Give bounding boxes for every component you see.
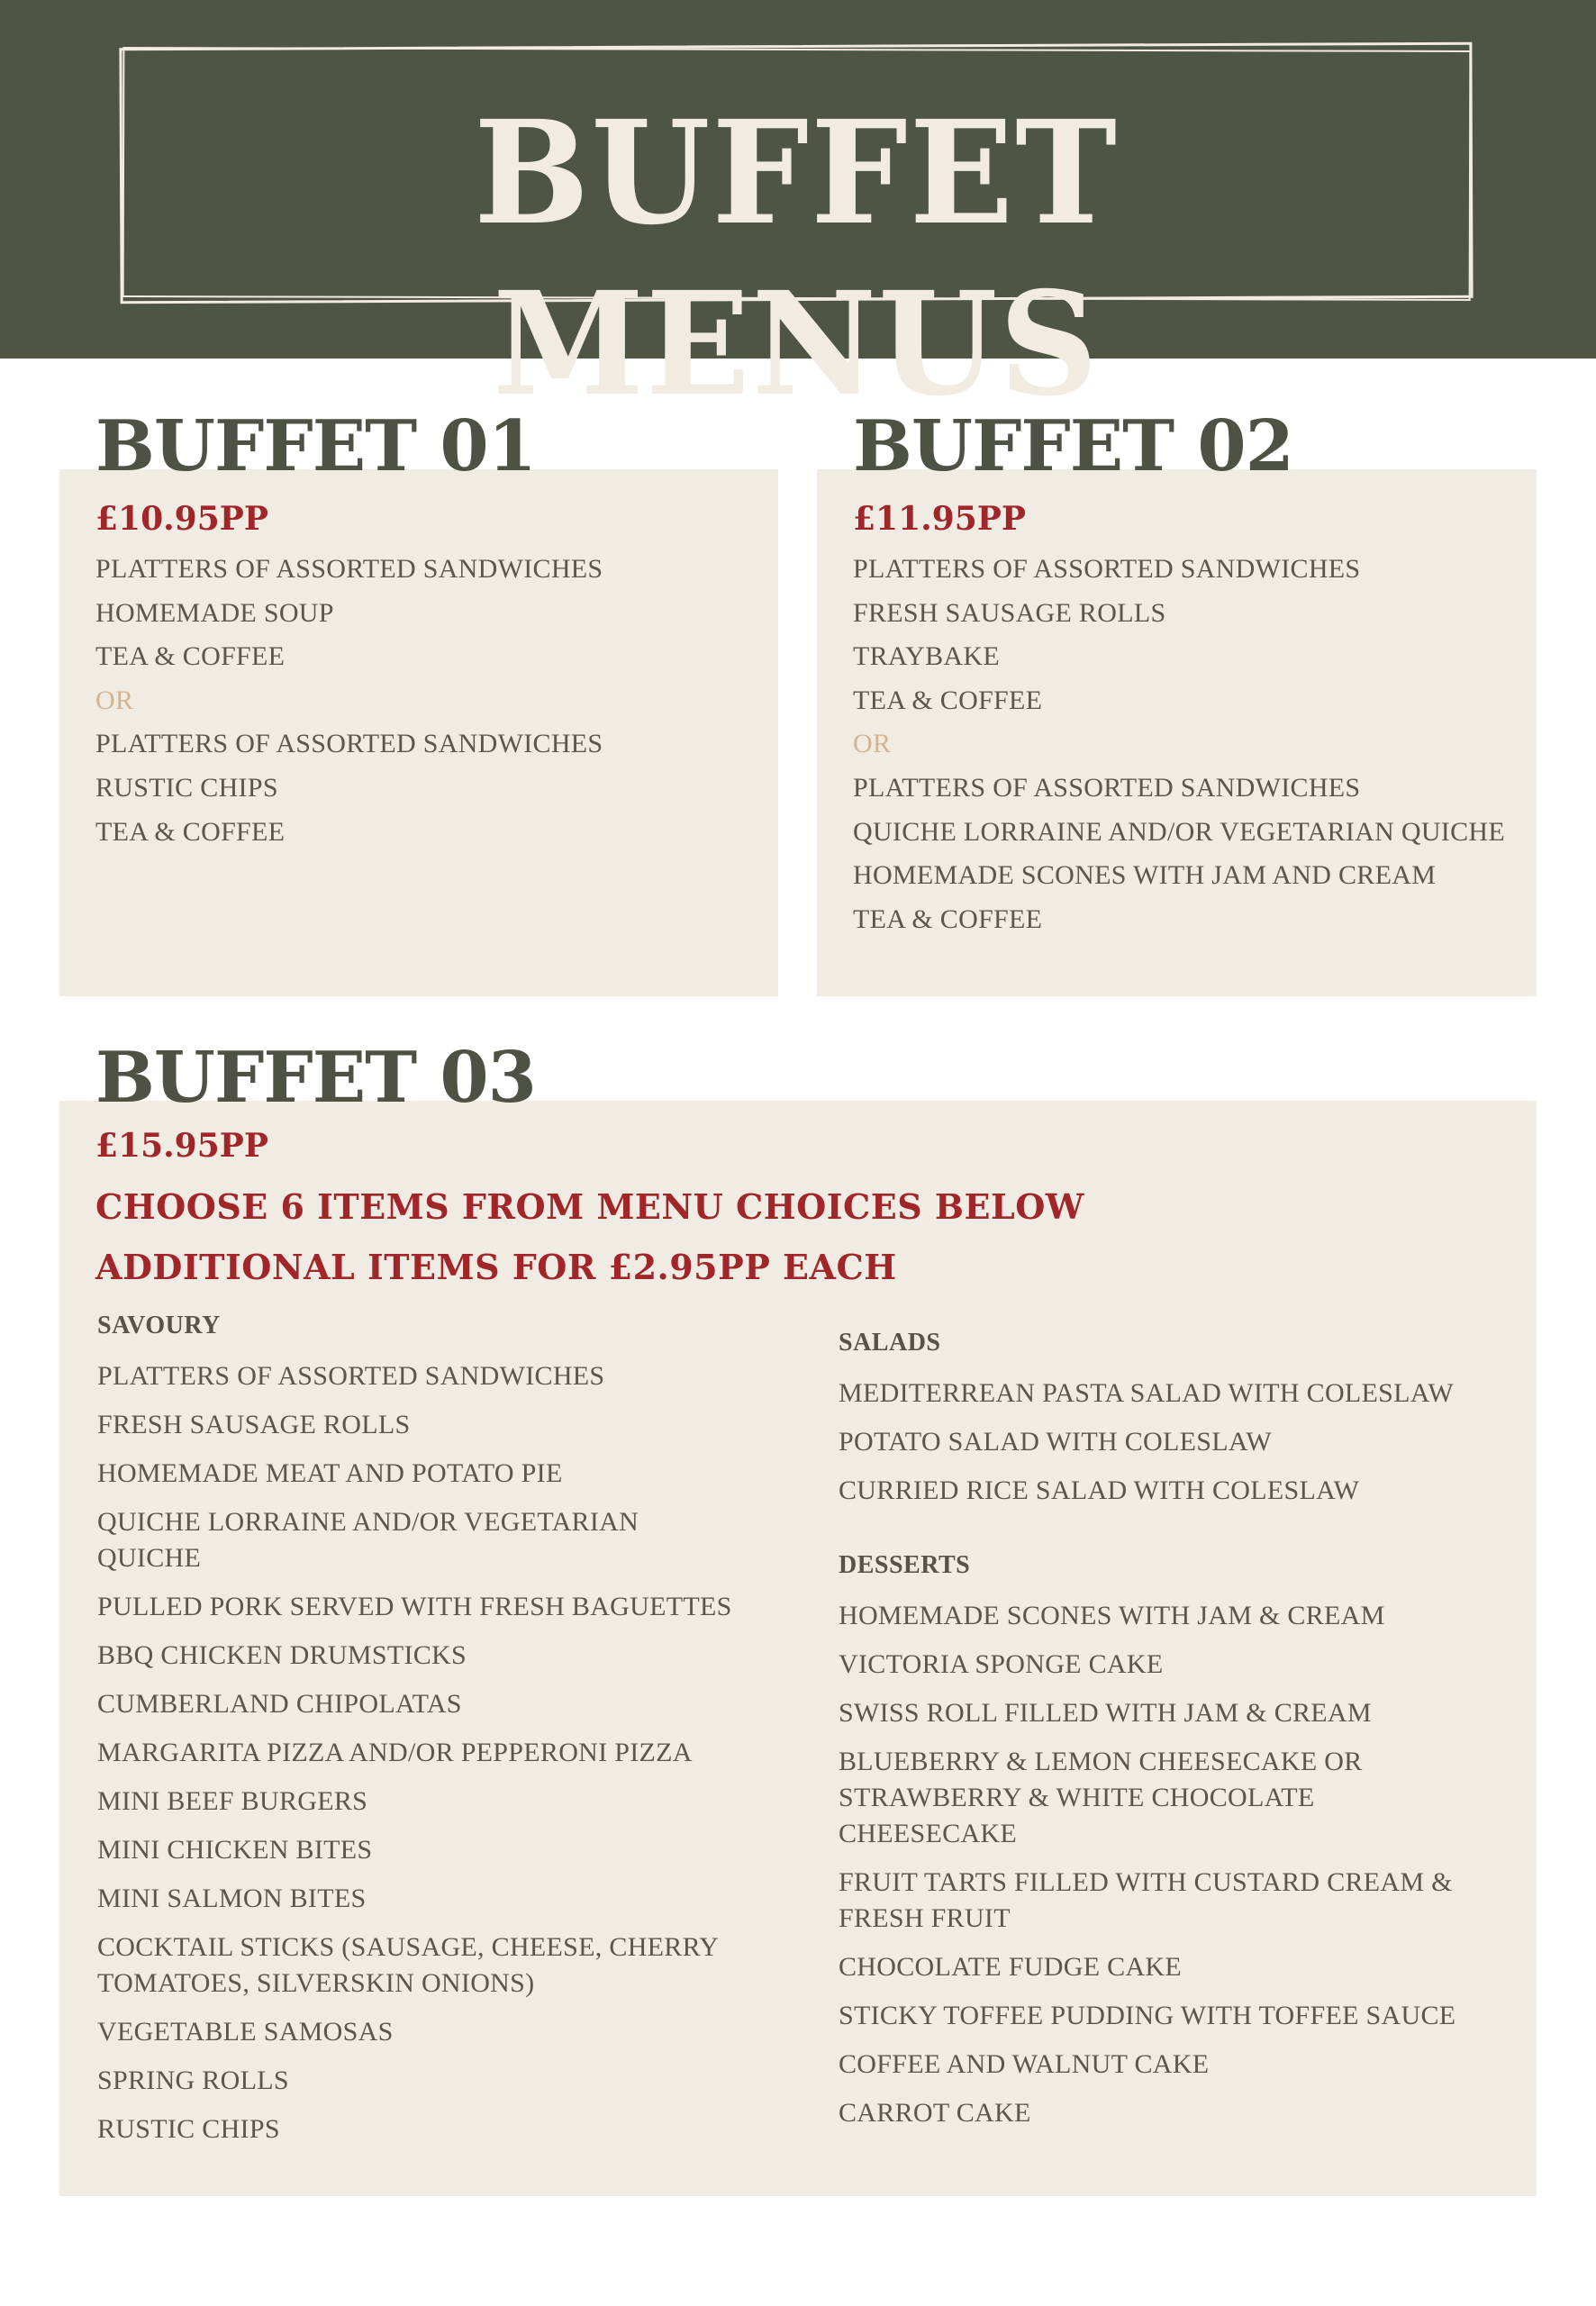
menu-item: CUMBERLAND CHIPOLATAS: [97, 1689, 462, 1719]
menu-item: PLATTERS OF ASSORTED SANDWICHES: [853, 772, 1361, 803]
menu-item: VICTORIA SPONGE CAKE: [839, 1649, 1164, 1679]
menu-item: BBQ CHICKEN DRUMSTICKS: [97, 1640, 467, 1670]
buffet-03-price: £15.95PP: [95, 1127, 268, 1165]
menu-item: FRESH SAUSAGE ROLLS: [97, 1410, 411, 1439]
menu-item: RUSTIC CHIPS: [95, 772, 278, 803]
menu-item: PLATTERS OF ASSORTED SANDWICHES: [853, 554, 1361, 584]
or-separator: OR: [853, 729, 892, 759]
menu-item: HOMEMADE MEAT AND POTATO PIE: [97, 1458, 563, 1488]
buffet-01-items: [95, 548, 762, 854]
menu-item: POTATO SALAD WITH COLESLAW: [839, 1427, 1273, 1457]
menu-item: PULLED PORK SERVED WITH FRESH BAGUETTES: [97, 1592, 732, 1621]
menu-item: PLATTERS OF ASSORTED SANDWICHES: [95, 729, 603, 759]
savoury-items: [97, 1358, 746, 2160]
savoury-heading: SAVOURY: [97, 1312, 221, 1339]
buffet-02-title: BUFFET 02: [853, 405, 1293, 487]
header-banner: [0, 0, 1596, 428]
desserts-heading: DESSERTS: [839, 1551, 971, 1579]
menu-item: MINI SALMON BITES: [97, 1884, 367, 1913]
menu-item: TEA & COFFEE: [95, 816, 286, 847]
buffet-01-price: £10.95PP: [95, 500, 268, 538]
menu-item: SPRING ROLLS: [97, 2065, 289, 2095]
desserts-items: [839, 1598, 1487, 2144]
menu-item: VEGETABLE SAMOSAS: [97, 2017, 394, 2047]
additional-items-note: ADDITIONAL ITEMS FOR £2.95PP EACH: [95, 1247, 897, 1287]
menu-item: COCKTAIL STICKS (SAUSAGE, CHEESE, CHERRY TOMATOES, SILVERSKIN ONIONS): [97, 1932, 719, 1998]
buffet-02-items: [853, 548, 1519, 941]
menu-item: MARGARITA PIZZA AND/OR PEPPERONI PIZZA: [97, 1738, 693, 1767]
menu-item: CHOCOLATE FUDGE CAKE: [839, 1952, 1182, 1982]
buffet-03-title: BUFFET 03: [95, 1037, 536, 1119]
menu-item: FRUIT TARTS FILLED WITH CUSTARD CREAM & FRESH FRUIT: [839, 1867, 1453, 1933]
menu-item: FRESH SAUSAGE ROLLS: [853, 597, 1166, 628]
menu-item: BLUEBERRY & LEMON CHEESECAKE OR STRAWBERRY & WHITE CHOCOLATE CHEESECAKE: [839, 1747, 1363, 1848]
menu-item: QUICHE LORRAINE AND/OR VEGETARIAN QUICHE: [853, 816, 1506, 847]
menu-item: TEA & COFFEE: [95, 641, 286, 672]
menu-item: MEDITERREAN PASTA SALAD WITH COLESLAW: [839, 1378, 1454, 1408]
menu-item: QUICHE LORRAINE AND/OR VEGETARIAN QUICHE: [97, 1507, 639, 1573]
menu-item: MINI BEEF BURGERS: [97, 1786, 368, 1816]
menu-item: SWISS ROLL FILLED WITH JAM & CREAM: [839, 1698, 1372, 1728]
menu-item: CARROT CAKE: [839, 2098, 1031, 2128]
menu-item: COFFEE AND WALNUT CAKE: [839, 2049, 1210, 2079]
salads-items: [839, 1375, 1505, 1521]
menu-item: HOMEMADE SCONES WITH JAM & CREAM: [839, 1601, 1385, 1630]
choose-instruction: CHOOSE 6 ITEMS FROM MENU CHOICES BELOW: [95, 1186, 1084, 1227]
page-title: BUFFET MENUS: [474, 90, 1119, 428]
menu-item: CURRIED RICE SALAD WITH COLESLAW: [839, 1475, 1360, 1505]
menu-item: PLATTERS OF ASSORTED SANDWICHES: [97, 1361, 605, 1391]
menu-item: TRAYBAKE: [853, 641, 1000, 672]
menu-item: STICKY TOFFEE PUDDING WITH TOFFEE SAUCE: [839, 2001, 1456, 2030]
menu-item: HOMEMADE SCONES WITH JAM AND CREAM: [853, 860, 1437, 891]
menu-item: RUSTIC CHIPS: [97, 2114, 280, 2144]
buffet-02-price: £11.95PP: [853, 500, 1026, 538]
salads-heading: SALADS: [839, 1329, 941, 1357]
menu-item: HOMEMADE SOUP: [95, 597, 334, 628]
buffet-01-title: BUFFET 01: [95, 405, 536, 487]
menu-item: MINI CHICKEN BITES: [97, 1835, 373, 1865]
menu-item: TEA & COFFEE: [853, 685, 1043, 715]
menu-item: TEA & COFFEE: [853, 903, 1043, 934]
menu-item: PLATTERS OF ASSORTED SANDWICHES: [95, 554, 603, 584]
or-separator: OR: [95, 685, 134, 715]
